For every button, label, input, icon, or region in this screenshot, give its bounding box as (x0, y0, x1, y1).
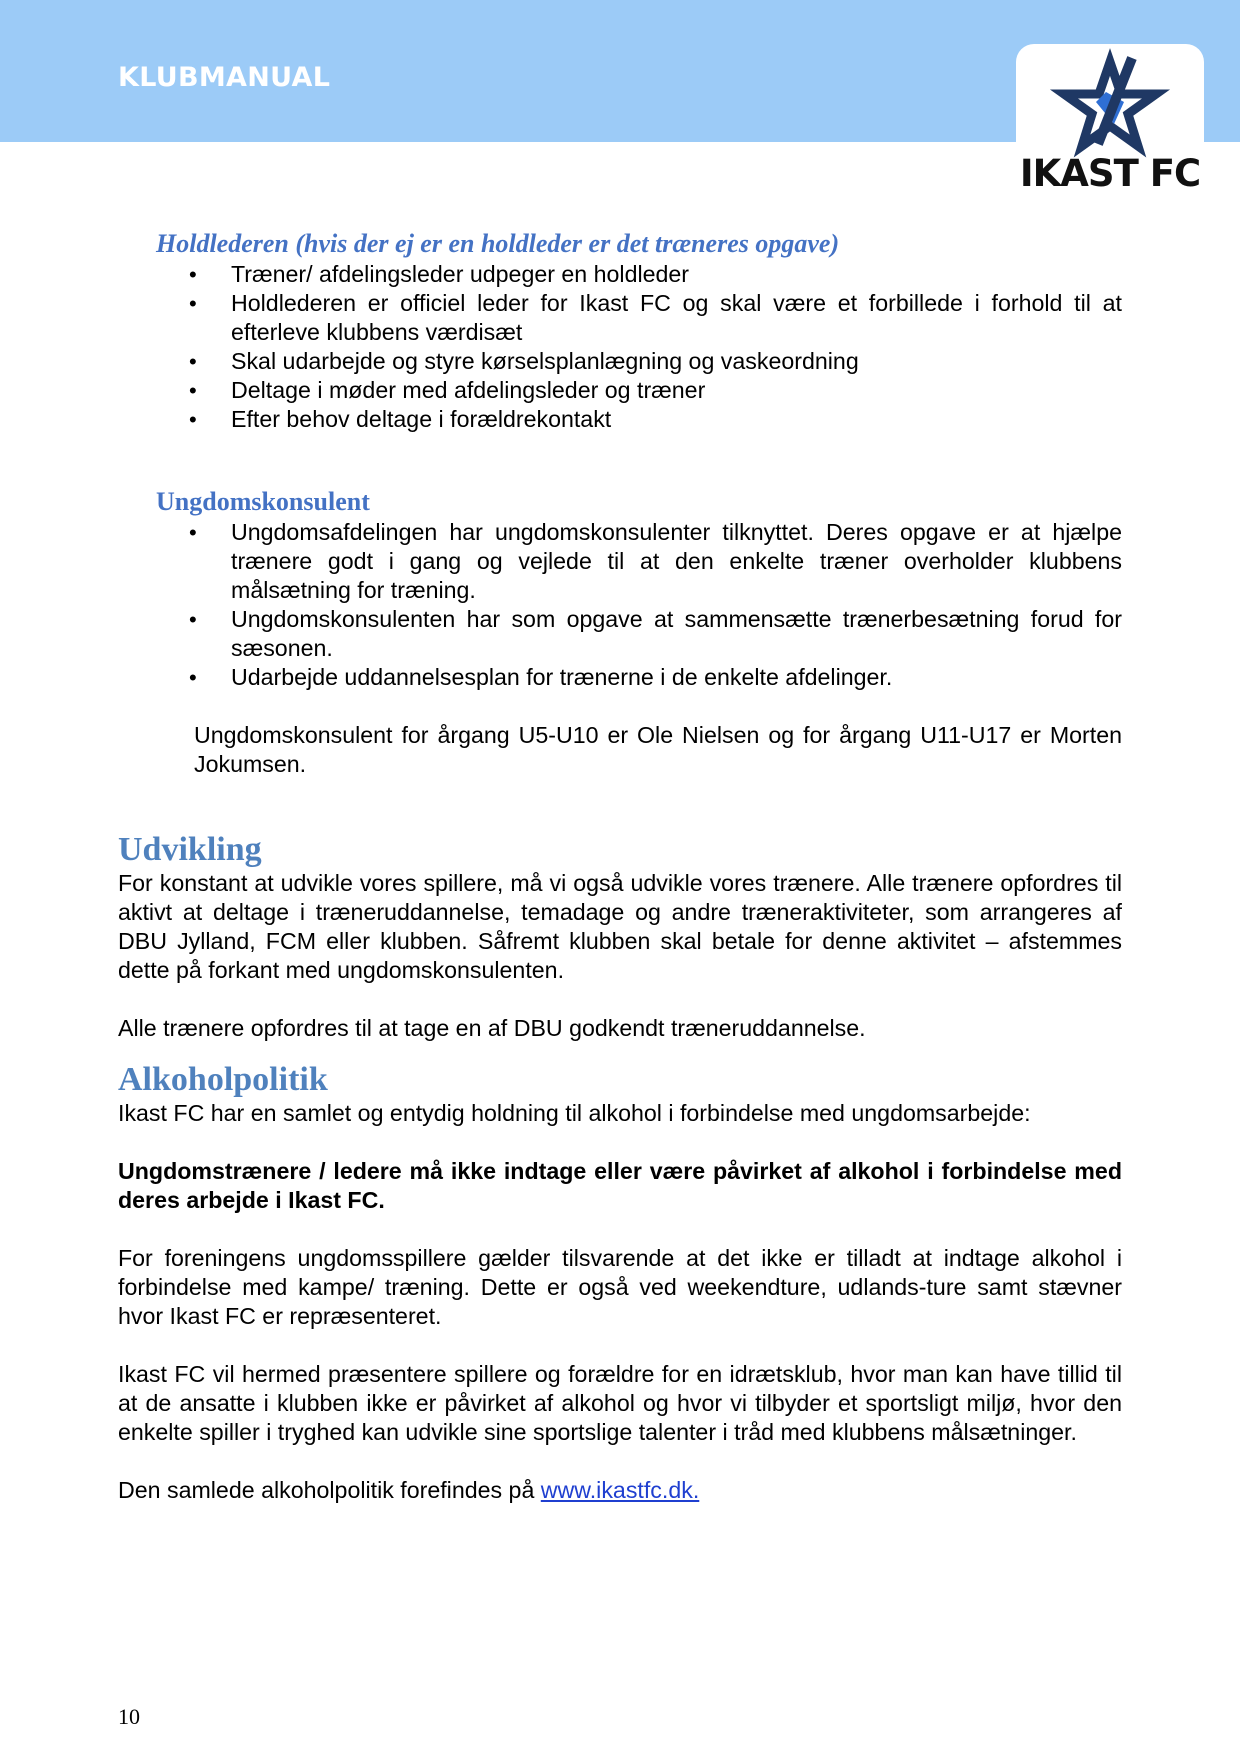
alkohol-trust: Ikast FC vil hermed præsentere spillere og forældre for en idrætsklub, hvor man kan have tillid til at de ansatte i klubben ikke er påvirket af alkohol og hvor vi tilbyder et sportsligt miljø, hvor den enkelte spiller i tryghed kan udvikle sine sportslige talenter i tråd med klubbens målsætninger. (118, 1361, 1122, 1445)
alkohol-rule: Ungdomstrænere / ledere må ikke indtage eller være påvirket af alkohol i forbindelse med deres arbejde i Ikast FC. (118, 1158, 1122, 1213)
page-content (118, 228, 1122, 1505)
club-logo (1016, 44, 1204, 220)
page-number: 10 (118, 1704, 140, 1729)
list-item: • Efter behov deltage i forældrekontakt (231, 405, 1122, 434)
udvikling-heading: Udvikling (118, 831, 262, 868)
alkohol-link-line (118, 1476, 1122, 1505)
ungdomskonsulent-list (118, 518, 1122, 692)
document-title: KLUBMANUAL (118, 62, 331, 93)
logo-wordmark: IKAST FC (1019, 152, 1201, 195)
list-item: • Skal udarbejde og styre kørselsplanlægning og vaskeordning (231, 347, 1122, 376)
alkohol-players: For foreningens ungdomsspillere gælder tilsvarende at det ikke er tilladt at indtage alkohol i forbindelse med kampe/ træning. Dette er også ved weekendture, udlands-ture samt stævner hvor Ikast FC er repræsenteret. (118, 1245, 1122, 1329)
ungdomskonsulent-note: Ungdomskonsulent for årgang U5-U10 er Ole Nielsen og for årgang U11-U17 er Morten Jokumsen. (194, 722, 1122, 777)
link-prefix: Den samlede alkoholpolitik forefindes på (118, 1477, 541, 1503)
list-item: • Deltage i møder med afdelingsleder og træner (231, 376, 1122, 405)
holdleder-heading: Holdlederen (hvis der ej er en holdleder er det træneres opgave) (156, 229, 840, 258)
ungdomskonsulent-heading: Ungdomskonsulent (156, 487, 370, 516)
udvikling-paragraph-2: Alle trænere opfordres til at tage en af DBU godkendt træneruddannelse. (118, 1015, 866, 1041)
list-item: • Holdlederen er officiel leder for Ikast FC og skal være et forbillede i forhold til at efterleve klubbens værdisæt (231, 289, 1122, 347)
alkohol-intro: Ikast FC har en samlet og entydig holdning til alkohol i forbindelse med ungdomsarbejde: (118, 1100, 1031, 1126)
list-item: • Ungdomskonsulenten har som opgave at sammensætte trænerbesætning forud for sæsonen. (231, 605, 1122, 663)
list-item: • Træner/ afdelingsleder udpeger en holdleder (231, 260, 1122, 289)
holdleder-list (118, 260, 1122, 434)
list-item: • Ungdomsafdelingen har ungdomskonsulenter tilknyttet. Deres opgave er at hjælpe trænere godt i gang og vejlede til at den enkelte træner overholder klubbens målsætning for træning. (231, 518, 1122, 605)
list-item: • Udarbejde uddannelsesplan for trænerne i de enkelte afdelinger. (231, 663, 1122, 692)
udvikling-paragraph: For konstant at udvikle vores spillere, må vi også udvikle vores trænere. Alle trænere opfordres til aktivt at deltage i træneruddannelse, temadage og andre træneraktiviteter, som arrangeres af DBU Jylland, FCM eller klubben. Såfremt klubben skal betale for denne aktivitet – afstemmes dette på forkant med ungdomskonsulenten. (118, 870, 1122, 983)
alkohol-heading: Alkoholpolitik (118, 1061, 328, 1098)
website-link[interactable]: www.ikastfc.dk. (540, 1477, 700, 1503)
